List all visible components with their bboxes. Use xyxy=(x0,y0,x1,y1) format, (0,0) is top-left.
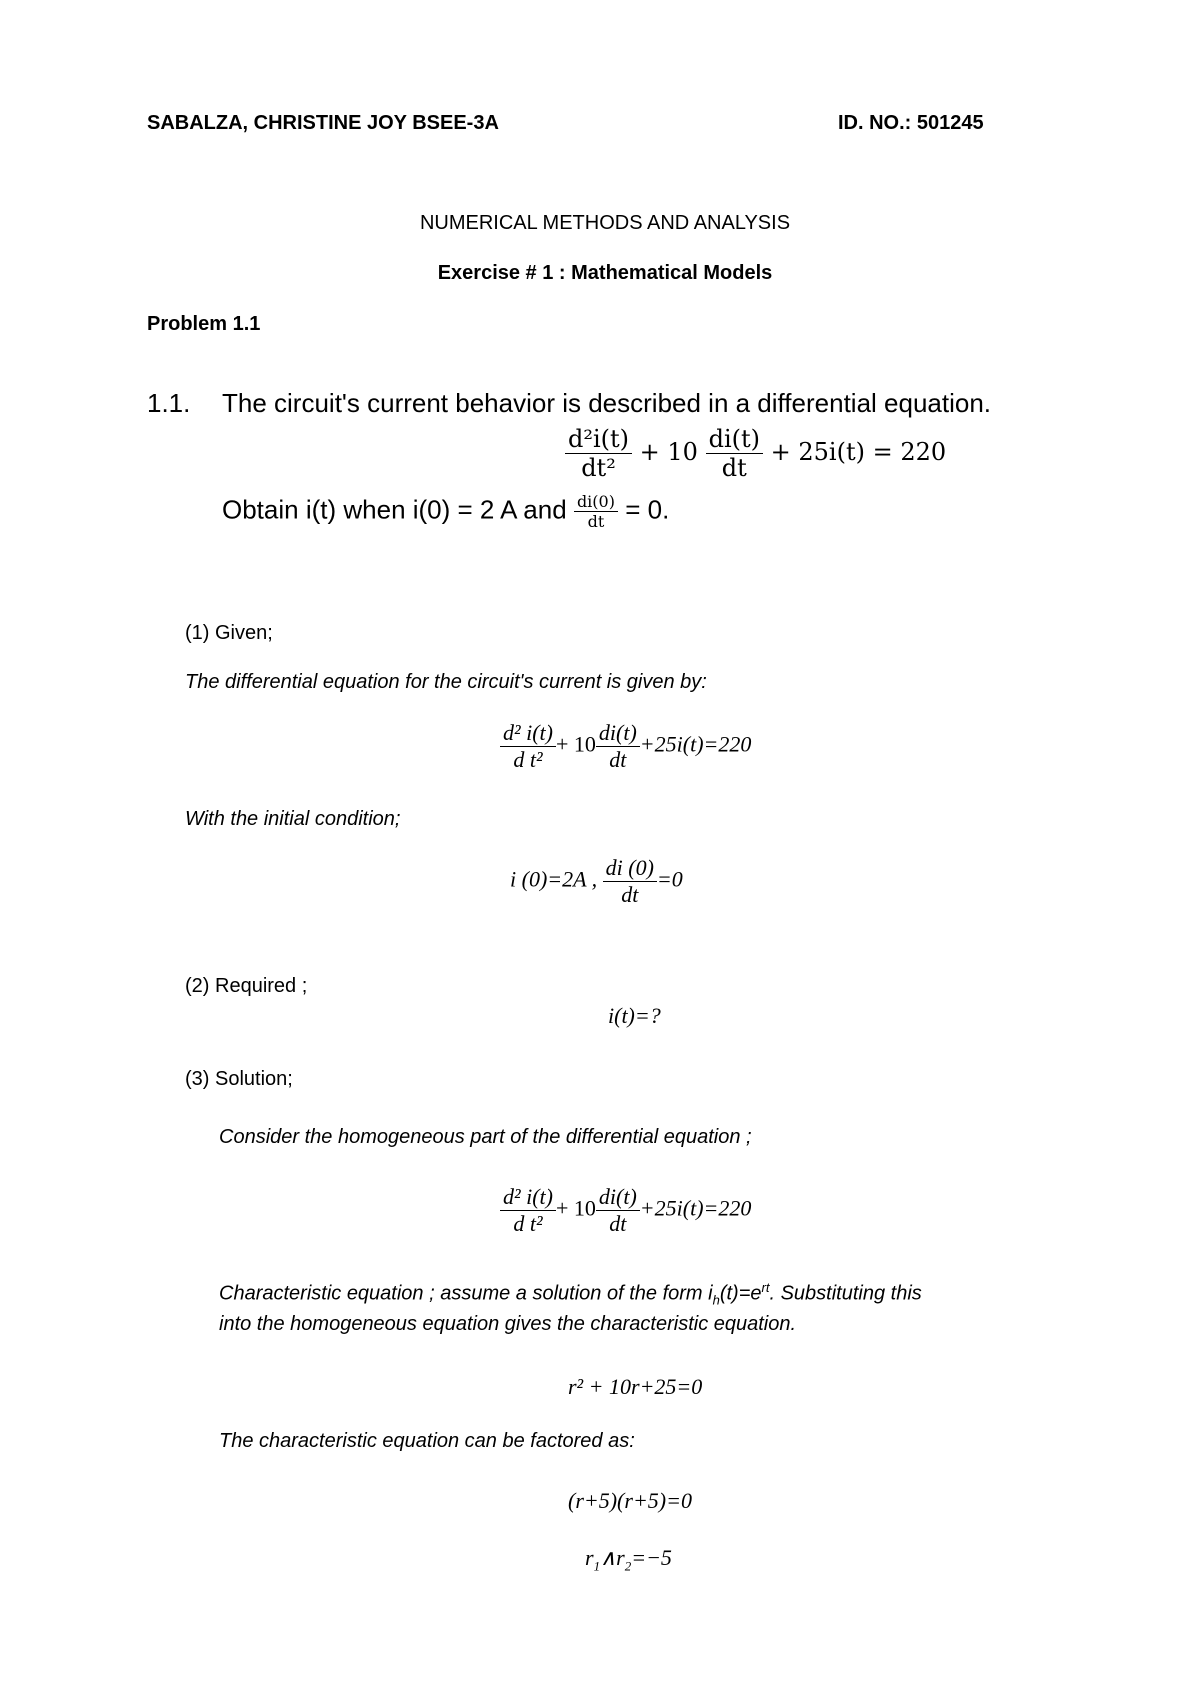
fraction-denominator: dt xyxy=(587,512,605,531)
fraction-numerator: d² i(t) xyxy=(500,1184,556,1211)
characteristic-text-part: (t)=e xyxy=(719,1282,762,1305)
fraction-numerator: di (0) xyxy=(603,855,657,882)
differential-equation xyxy=(500,720,751,773)
equation-term: + 10 xyxy=(639,438,698,466)
factored-equation: (r+5)(r+5)=0 xyxy=(568,1488,692,1513)
fraction xyxy=(603,855,657,908)
fraction xyxy=(574,492,618,531)
fraction-denominator: dt xyxy=(609,747,627,772)
problem-label: Problem 1.1 xyxy=(147,313,261,335)
course-title: NUMERICAL METHODS AND ANALYSIS xyxy=(419,212,791,234)
characteristic-text-2: into the homogeneous equation gives the characteristic equation. xyxy=(219,1313,797,1335)
roots-term: r xyxy=(585,1545,594,1570)
given-text: The differential equation for the circuit's current is given by: xyxy=(185,671,707,693)
fraction-denominator: dt xyxy=(609,1211,627,1236)
solution-label: (3) Solution; xyxy=(185,1068,293,1090)
roots-equation xyxy=(585,1545,672,1574)
required-label: (2) Required ; xyxy=(185,975,308,997)
exercise-title: Exercise # 1 : Mathematical Models xyxy=(437,262,773,284)
fraction-denominator: dt xyxy=(721,454,747,482)
problem-equation xyxy=(565,425,946,482)
required-equation: i(t)=? xyxy=(608,1003,661,1028)
equation-term: =0 xyxy=(656,866,683,892)
equation-term: + 25i(t) = 220 xyxy=(770,438,947,466)
fraction-numerator: di(0) xyxy=(574,492,618,512)
fraction-numerator: d² i(t) xyxy=(500,720,556,747)
characteristic-text xyxy=(219,1280,922,1308)
fraction xyxy=(596,720,640,773)
equation-term: + 10 xyxy=(555,731,596,757)
characteristic-text-part: . Substituting this xyxy=(769,1282,922,1305)
fraction xyxy=(565,425,632,482)
fraction xyxy=(500,720,556,773)
initial-condition-equation xyxy=(510,855,683,908)
equation-term: + 10 xyxy=(555,1195,596,1221)
factored-text: The characteristic equation can be factored as: xyxy=(219,1430,635,1452)
characteristic-text-part: Characteristic equation ; assume a solution of the form i xyxy=(219,1282,713,1305)
fraction-denominator: dt² xyxy=(581,454,616,482)
superscript: rt xyxy=(761,1280,770,1295)
subscript: h xyxy=(712,1292,720,1308)
problem-statement: The circuit's current behavior is described in a differential equation. xyxy=(222,388,992,418)
problem-number: 1.1. xyxy=(147,388,191,418)
given-label: (1) Given; xyxy=(185,622,273,644)
equation-term: +25i(t)=220 xyxy=(639,731,752,757)
roots-term: =−5 xyxy=(631,1545,672,1570)
fraction-denominator: d t² xyxy=(513,747,543,772)
obtain-line xyxy=(222,492,669,531)
subscript: 2 xyxy=(624,1558,632,1574)
subscript: 1 xyxy=(593,1558,601,1574)
student-name: SABALZA, CHRISTINE JOY BSEE-3A xyxy=(147,112,499,134)
initial-condition-text: With the initial condition; xyxy=(185,808,401,830)
fraction xyxy=(706,425,763,482)
fraction-numerator: di(t) xyxy=(596,1184,640,1211)
roots-term: ∧r xyxy=(600,1545,625,1570)
characteristic-equation: r² + 10r+25=0 xyxy=(568,1374,703,1399)
fraction xyxy=(500,1184,556,1237)
student-id: ID. NO.: 501245 xyxy=(838,112,984,134)
homogeneous-equation xyxy=(500,1184,751,1237)
fraction-numerator: di(t) xyxy=(596,720,640,747)
homogeneous-text: Consider the homogeneous part of the differential equation ; xyxy=(219,1126,752,1148)
equation-term: i (0)=2A , xyxy=(510,866,598,892)
obtain-text: = 0. xyxy=(625,494,670,525)
fraction-numerator: d²i(t) xyxy=(565,425,632,454)
equation-term: +25i(t)=220 xyxy=(639,1195,752,1221)
fraction-denominator: d t² xyxy=(513,1211,543,1236)
fraction-denominator: dt xyxy=(621,882,639,907)
fraction xyxy=(596,1184,640,1237)
obtain-text: Obtain i(t) when i(0) = 2 A and xyxy=(222,494,567,525)
fraction-numerator: di(t) xyxy=(706,425,763,454)
